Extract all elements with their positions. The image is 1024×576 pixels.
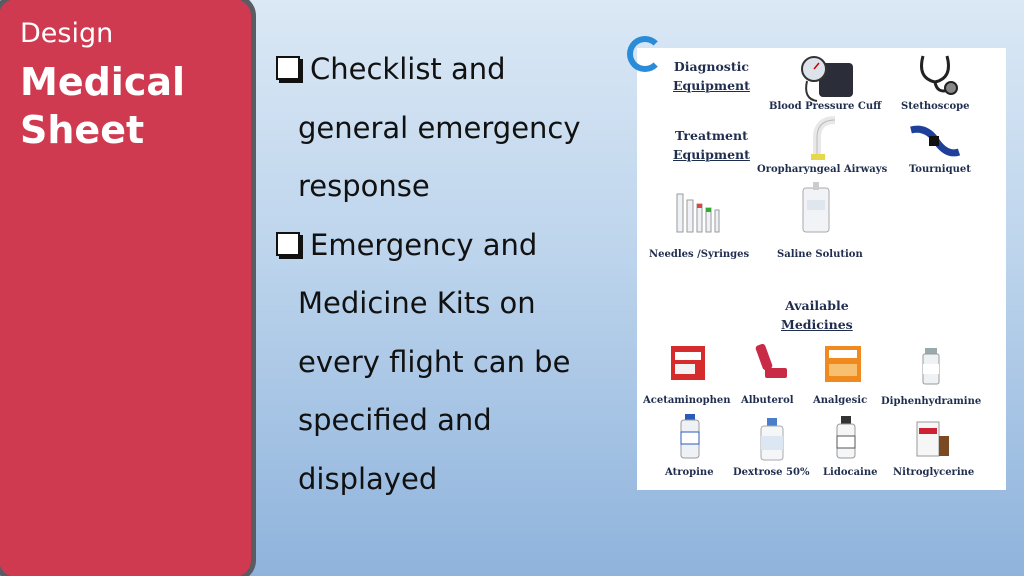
available-medicines-heading: Available Medicines: [781, 298, 853, 332]
nitroglycerine-package-icon: [915, 420, 951, 460]
bullet-text: response: [298, 169, 430, 203]
acetaminophen-label: Acetaminophen: [643, 395, 731, 406]
dextrose-label: Dextrose 50%: [733, 467, 810, 478]
medical-kit-card: [637, 48, 1006, 490]
bullet-text: specified and: [298, 403, 492, 437]
atropine-label: Atropine: [665, 467, 714, 478]
airways-label: Oropharyngeal Airways: [757, 164, 888, 175]
diagnostic-equipment-heading: Diagnostic Equipment: [673, 59, 750, 93]
acetaminophen-box-icon: [669, 340, 709, 384]
nitroglycerine-label: Nitroglycerine: [893, 467, 975, 478]
lidocaine-label: Lidocaine: [823, 467, 878, 478]
syringes-icon: [673, 184, 723, 240]
oropharyngeal-airway-icon: [809, 116, 845, 162]
checkbox-icon: [276, 56, 300, 80]
diphenhydramine-vial-icon: [919, 348, 943, 388]
bullet-text: general emergency: [298, 110, 581, 145]
bullet-text: Checklist and: [310, 52, 506, 86]
saline-label: Saline Solution: [777, 249, 863, 260]
bullet-item: [276, 216, 616, 275]
stethoscope-icon: [913, 52, 963, 98]
bullet-text: displayed: [298, 461, 438, 496]
lidocaine-bottle-icon: [833, 416, 859, 462]
bullet-list: [276, 40, 616, 508]
treatment-equipment-heading: Treatment Equipment: [673, 128, 750, 162]
analgesic-box-icon: [823, 342, 863, 386]
albuterol-label: Albuterol: [741, 395, 794, 406]
saline-bag-icon: [799, 182, 835, 240]
dextrose-bottle-icon: [757, 418, 787, 462]
syringes-label: Needles /Syringes: [649, 249, 750, 260]
section-title: Medical Sheet: [20, 60, 186, 152]
bullet-text: Medicine Kits on: [298, 286, 536, 320]
bullet-text: every flight can be: [298, 344, 571, 379]
diphenhydramine-label: Diphenhydramine: [881, 396, 982, 407]
checkbox-icon: [276, 232, 300, 256]
analgesic-label: Analgesic: [813, 395, 868, 406]
blood-pressure-cuff-icon: [797, 51, 861, 103]
atropine-vial-icon: [677, 414, 703, 462]
bullet-text: Emergency and: [310, 227, 538, 262]
bp-cuff-label: Blood Pressure Cuff: [769, 101, 882, 112]
stethoscope-label: Stethoscope: [901, 101, 970, 112]
bullet-item: [276, 40, 616, 99]
albuterol-inhaler-icon: [755, 340, 795, 386]
tourniquet-label: Tourniquet: [909, 164, 971, 175]
logo-icon: [627, 36, 663, 72]
tourniquet-icon: [907, 122, 963, 162]
section-kicker: Design: [20, 18, 114, 49]
